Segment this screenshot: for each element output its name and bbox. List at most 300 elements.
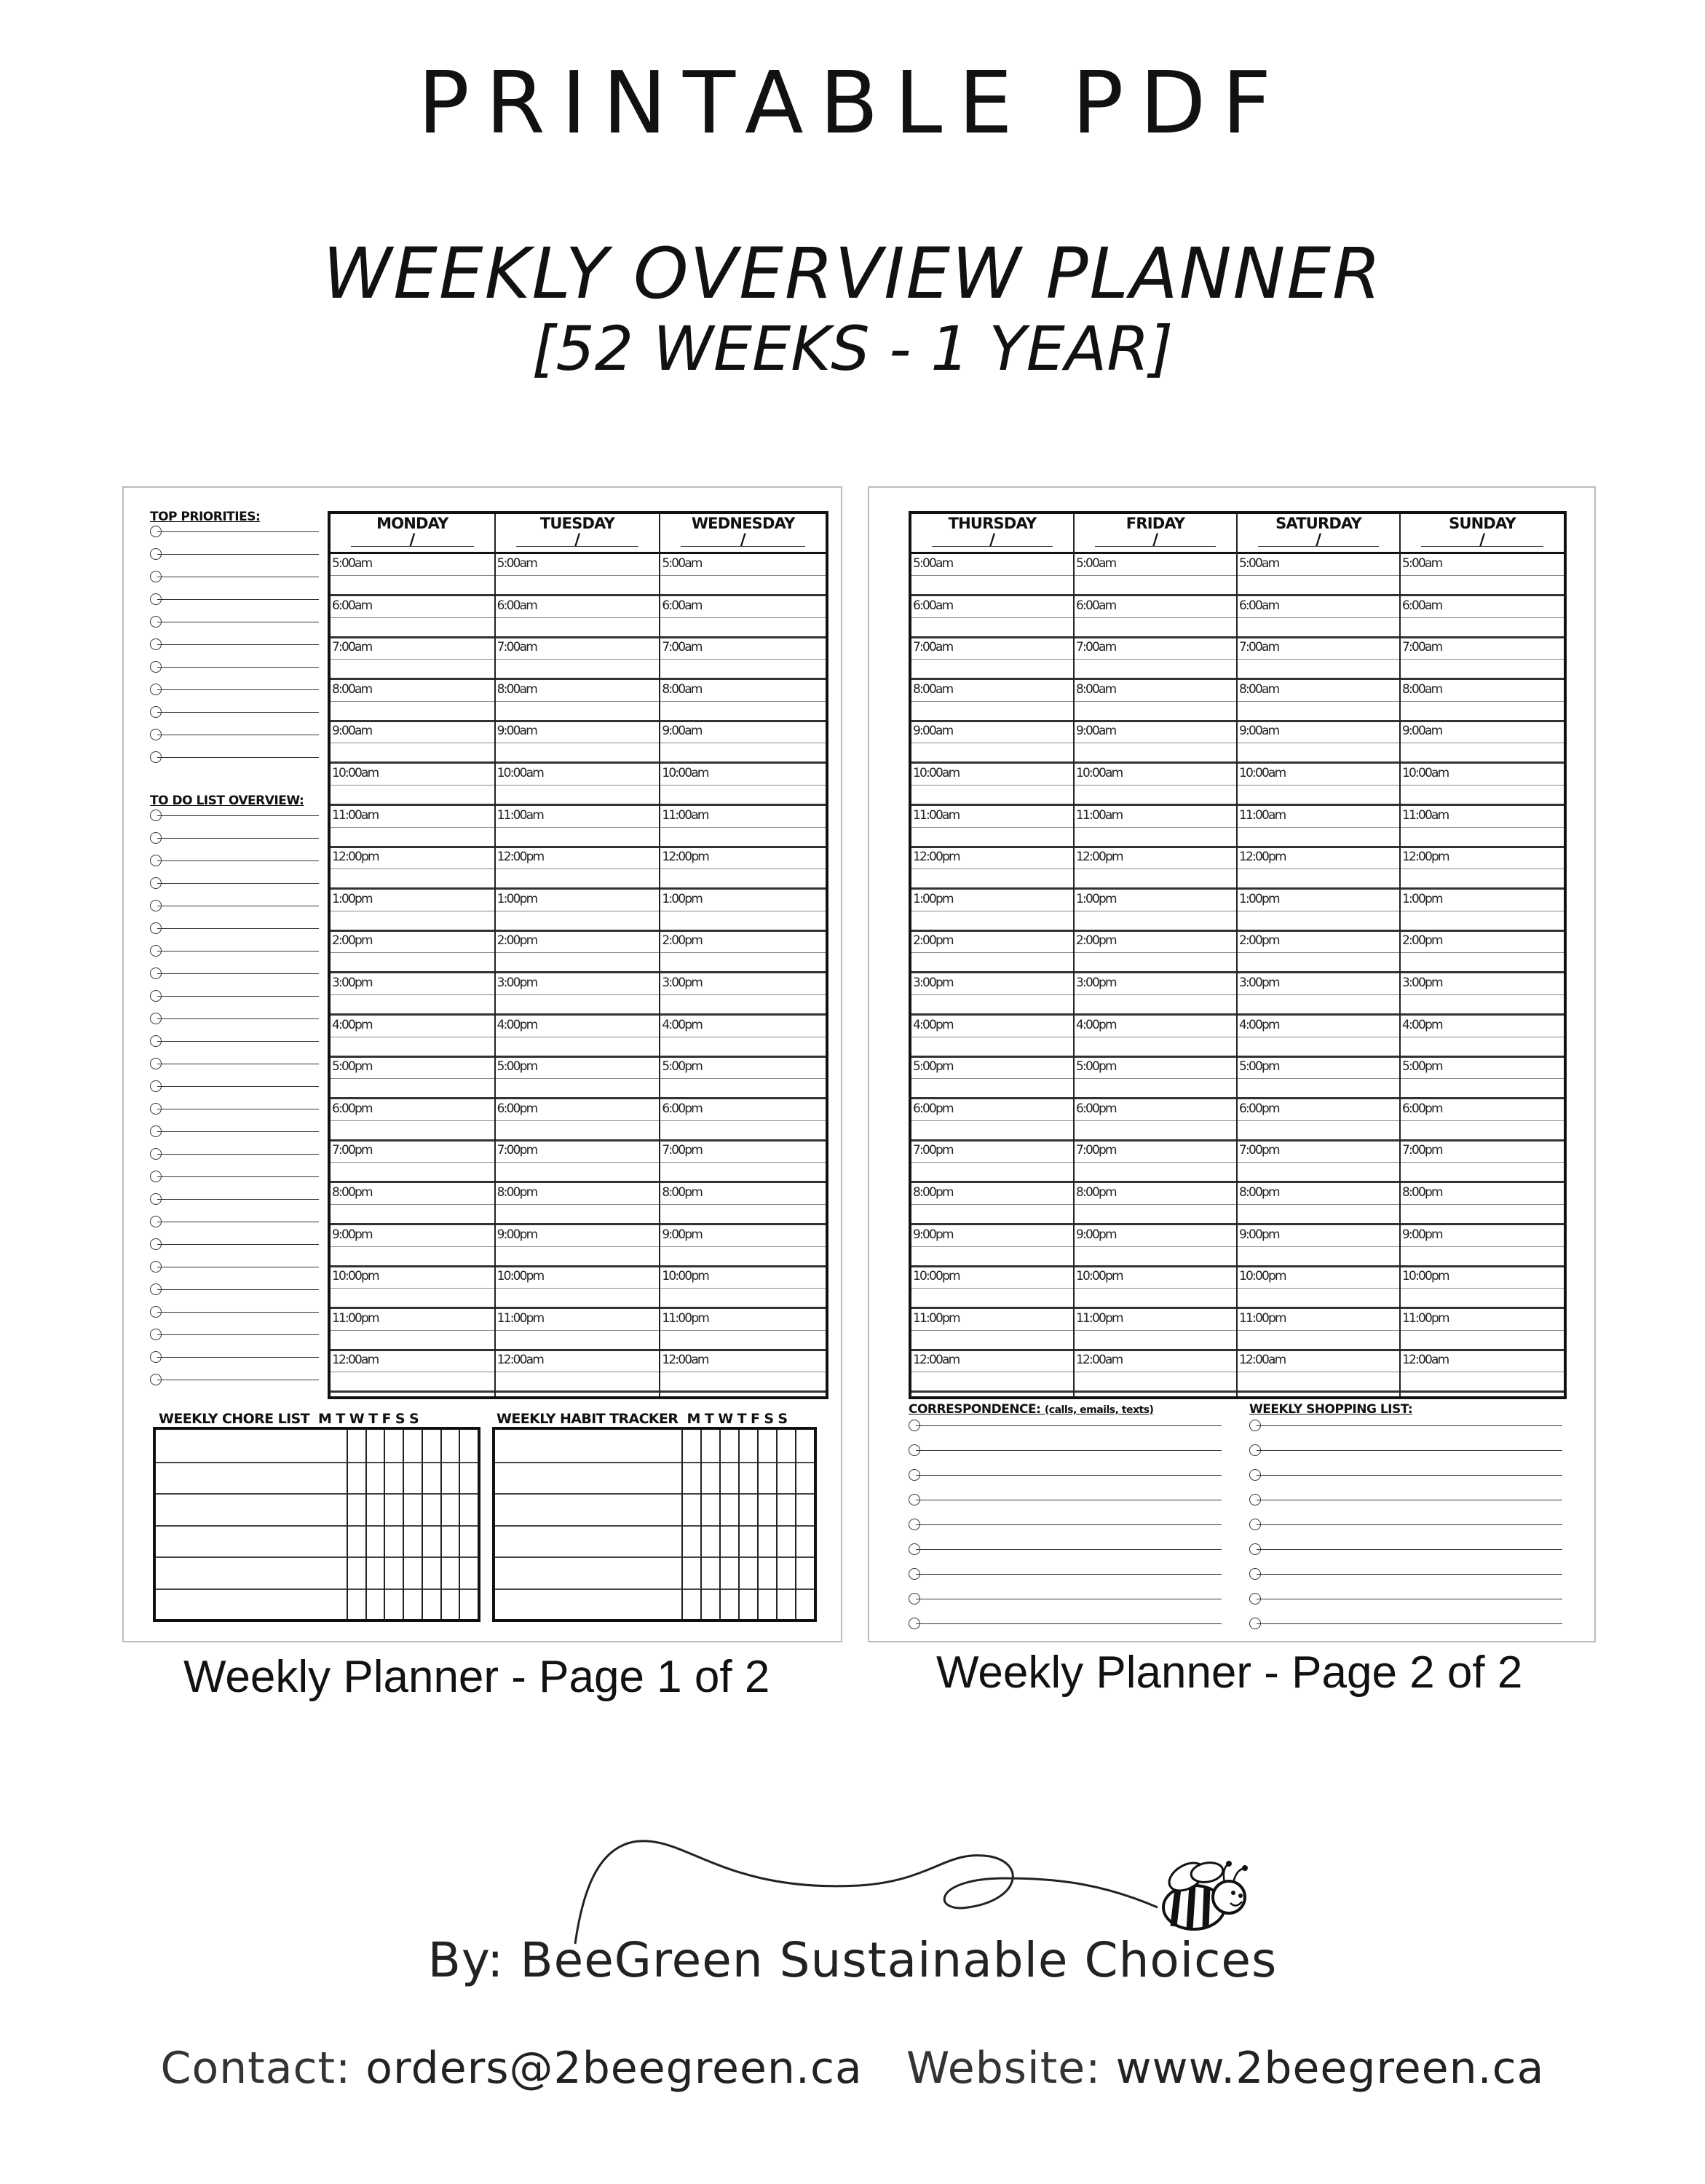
time-slot[interactable] [331,721,494,764]
checklist-item[interactable] [150,539,319,562]
checklist-item[interactable] [150,936,319,959]
time-slot[interactable] [1075,890,1236,932]
time-label: 8:00pm [497,1185,537,1200]
time-slot[interactable] [660,1016,826,1058]
tracker-day-column[interactable] [459,1430,460,1619]
time-slot[interactable] [911,1225,1073,1267]
time-slot[interactable] [331,806,494,848]
time-slot[interactable] [911,973,1073,1016]
checklist-item[interactable] [150,517,319,539]
checklist-item[interactable] [909,1584,1222,1607]
time-slot[interactable] [1401,931,1564,973]
tracker-day-column[interactable] [681,1430,683,1619]
time-slot[interactable] [660,931,826,973]
time-slot[interactable] [1238,847,1399,890]
contact-email[interactable]: orders@2beegreen.ca [365,2043,863,2094]
time-slot[interactable] [331,1057,494,1099]
date-entry-line[interactable] [351,546,474,547]
time-slot[interactable] [1401,1267,1564,1309]
half-hour-line [331,1120,494,1121]
half-hour-line [496,1246,660,1247]
checklist-item[interactable] [909,1559,1222,1582]
checklist-item[interactable] [1249,1460,1562,1483]
time-slot[interactable] [1401,721,1564,764]
date-entry-line[interactable] [1421,546,1543,547]
time-slot[interactable] [660,764,826,806]
time-slot[interactable] [1238,1141,1399,1183]
tracker-day-column[interactable] [347,1430,348,1619]
time-label: 8:00am [913,681,953,697]
time-slot[interactable] [660,638,826,680]
day-name: SUNDAY [1449,515,1516,532]
time-slot[interactable] [660,1225,826,1267]
time-slot[interactable] [1075,973,1236,1016]
tracker-day-column[interactable] [776,1430,778,1619]
time-slot[interactable] [1075,1016,1236,1058]
half-hour-line [911,952,1073,953]
checklist-item[interactable] [150,1275,319,1297]
time-slot[interactable] [660,554,826,596]
half-hour-line [331,1246,494,1247]
write-line [157,599,319,600]
time-slot[interactable] [1401,554,1564,596]
time-slot[interactable] [911,554,1073,596]
checklist-item[interactable] [150,697,319,720]
time-slot[interactable] [1401,596,1564,638]
time-slot[interactable] [331,680,494,722]
time-slot[interactable] [331,764,494,806]
time-slot[interactable] [660,1099,826,1142]
planner-page-1 [122,486,842,1642]
time-slot[interactable] [1075,1309,1236,1351]
write-line [1257,1450,1562,1451]
time-slot[interactable] [496,764,660,806]
tracker-day-column[interactable] [365,1430,367,1619]
half-hour-line [1238,1204,1399,1205]
time-label: 1:00pm [662,891,703,906]
time-slot[interactable] [1238,721,1399,764]
time-label: 5:00am [1076,556,1116,571]
time-slot[interactable] [331,1225,494,1267]
time-slot[interactable] [660,1057,826,1099]
checklist-item[interactable] [150,1297,319,1320]
time-label: 12:00am [1239,1353,1286,1368]
time-slot[interactable] [1075,1183,1236,1225]
time-label: 11:00am [1402,807,1449,823]
time-slot[interactable] [660,721,826,764]
half-hour-line [496,1162,660,1163]
checklist-item[interactable] [150,1094,319,1117]
write-line [157,1018,319,1019]
checklist-item[interactable] [150,981,319,1004]
chore-week-letters: M T W T F S S [318,1411,419,1427]
checklist-item[interactable] [1249,1584,1562,1607]
half-hour-line [1238,1078,1399,1079]
checklist-item[interactable] [150,630,319,652]
date-entry-line[interactable] [932,546,1053,547]
time-slot[interactable] [331,1016,494,1058]
time-label: 1:00pm [1402,891,1442,906]
time-slot[interactable] [911,596,1073,638]
time-slot[interactable] [660,847,826,890]
checklist-item[interactable] [150,675,319,697]
checklist-item[interactable] [909,1510,1222,1532]
checklist-item[interactable] [150,1342,319,1365]
checklist-item[interactable] [150,846,319,869]
checklist-item[interactable] [150,1207,319,1230]
checklist-item[interactable] [909,1535,1222,1557]
time-slot[interactable] [496,680,660,722]
time-slot[interactable] [660,1183,826,1225]
time-label: 2:00pm [332,933,372,949]
time-slot[interactable] [911,806,1073,848]
half-hour-line [331,659,494,660]
time-slot[interactable] [911,1057,1073,1099]
time-slot[interactable] [660,680,826,722]
time-slot[interactable] [331,1099,494,1142]
checklist-item[interactable] [150,585,319,607]
write-line [1257,1475,1562,1476]
half-hour-line [660,1078,826,1079]
time-slot[interactable] [660,1350,826,1393]
checklist-item[interactable] [150,1184,319,1207]
checklist-item[interactable] [150,1139,319,1162]
checklist-item[interactable] [1249,1411,1562,1433]
write-line [916,1425,1222,1426]
time-slot[interactable] [496,931,660,973]
time-slot[interactable] [496,1016,660,1058]
time-slot[interactable] [1238,554,1399,596]
time-slot[interactable] [496,1225,660,1267]
half-hour-line [660,827,826,828]
time-slot[interactable] [331,638,494,680]
checklist-item[interactable] [909,1609,1222,1631]
time-label: 2:00pm [1076,933,1116,949]
time-slot[interactable] [1075,554,1236,596]
time-slot[interactable] [496,973,660,1016]
time-slot[interactable] [1075,596,1236,638]
time-slot[interactable] [911,680,1073,722]
checklist-item[interactable] [150,1026,319,1049]
time-slot[interactable] [496,1057,660,1099]
time-slot[interactable] [496,1099,660,1142]
checklist-item[interactable] [150,1072,319,1094]
time-slot[interactable] [1401,1099,1564,1142]
time-slot[interactable] [1401,1016,1564,1058]
half-hour-line [1401,952,1564,953]
time-slot[interactable] [331,890,494,932]
date-entry-line[interactable] [516,546,639,547]
time-label: 9:00am [497,724,537,739]
tracker-day-column[interactable] [440,1430,442,1619]
time-label: 3:00pm [662,976,703,990]
half-hour-line [496,1204,660,1205]
time-slot[interactable] [1238,1183,1399,1225]
time-slot[interactable] [1075,1057,1236,1099]
time-slot[interactable] [1238,1016,1399,1058]
top-priorities-heading: TOP PRIORITIES: [150,510,261,524]
time-slot[interactable] [911,1016,1073,1058]
write-line [157,1154,319,1155]
time-slot[interactable] [1401,1309,1564,1351]
checklist-item[interactable] [150,1320,319,1342]
checklist-item[interactable] [150,1004,319,1026]
checklist-item[interactable] [909,1485,1222,1508]
time-slot[interactable] [496,596,660,638]
time-slot[interactable] [911,1141,1073,1183]
todo-overview-heading: TO DO LIST OVERVIEW: [150,794,304,808]
half-hour-line [331,952,494,953]
time-label: 6:00pm [1076,1101,1116,1116]
time-slot[interactable] [1401,1057,1564,1099]
half-hour-line [496,1288,660,1289]
tracker-day-column[interactable] [700,1430,702,1619]
time-label: 3:00pm [332,976,372,990]
time-slot[interactable] [331,931,494,973]
write-line [916,1574,1222,1575]
time-slot[interactable] [1075,1099,1236,1142]
contact-line [0,2043,1705,2094]
checklist-item[interactable] [1249,1535,1562,1557]
time-slot[interactable] [660,890,826,932]
time-slot[interactable] [1075,680,1236,722]
time-slot[interactable] [331,596,494,638]
tracker-day-column[interactable] [795,1430,796,1619]
checklist-item[interactable] [1249,1559,1562,1582]
time-slot[interactable] [496,1350,660,1393]
time-label: 4:00pm [1239,1017,1279,1032]
checklist-item[interactable] [1249,1609,1562,1631]
time-slot[interactable] [331,1183,494,1225]
date-entry-line[interactable] [1258,546,1379,547]
half-hour-line [1238,827,1399,828]
time-slot[interactable] [1238,973,1399,1016]
time-slot[interactable] [911,1183,1073,1225]
time-slot[interactable] [660,973,826,1016]
time-slot[interactable] [1238,806,1399,848]
half-hour-line [660,1288,826,1289]
time-slot[interactable] [1401,764,1564,806]
time-slot[interactable] [911,1350,1073,1393]
half-hour-line [496,785,660,786]
tracker-day-column[interactable] [719,1430,721,1619]
checklist-item[interactable] [150,801,319,823]
time-slot[interactable] [1075,1350,1236,1393]
write-line [1257,1425,1562,1426]
half-hour-line [496,1330,660,1331]
time-slot[interactable] [1238,764,1399,806]
time-slot[interactable] [1401,1225,1564,1267]
write-line [916,1475,1222,1476]
date-slash: / [409,531,416,550]
time-slot[interactable] [911,847,1073,890]
time-label: 9:00pm [1076,1227,1116,1242]
checklist-item[interactable] [150,1230,319,1252]
checklist-item[interactable] [1249,1436,1562,1458]
time-slot[interactable] [1075,931,1236,973]
half-hour-line [660,659,826,660]
half-hour-line [911,617,1073,618]
time-slot[interactable] [1238,931,1399,973]
time-slot[interactable] [1238,1267,1399,1309]
half-hour-line [1075,659,1236,660]
time-slot[interactable] [660,596,826,638]
time-slot[interactable] [911,638,1073,680]
checklist-item[interactable] [1249,1510,1562,1532]
time-slot[interactable] [660,806,826,848]
time-slot[interactable] [1238,1350,1399,1393]
checklist-item[interactable] [150,869,319,891]
time-slot[interactable] [1401,638,1564,680]
time-slot[interactable] [1075,806,1236,848]
website-link[interactable]: www.2beegreen.ca [1115,2043,1545,2094]
half-hour-line [331,1078,494,1079]
time-slot[interactable] [1238,680,1399,722]
time-slot[interactable] [1075,1225,1236,1267]
day-name: THURSDAY [948,515,1037,532]
time-slot[interactable] [1238,1099,1399,1142]
time-slot[interactable] [660,1309,826,1351]
time-slot[interactable] [911,1099,1073,1142]
time-label: 11:00am [1076,807,1123,823]
checklist-item[interactable] [150,743,319,765]
checklist-item[interactable] [150,720,319,743]
time-slot[interactable] [660,1141,826,1183]
time-slot[interactable] [496,847,660,890]
time-slot[interactable] [1075,847,1236,890]
time-slot[interactable] [1401,806,1564,848]
time-slot[interactable] [911,931,1073,973]
time-label: 4:00pm [913,1017,953,1032]
write-line [157,973,319,974]
time-slot[interactable] [1075,721,1236,764]
time-slot[interactable] [1238,890,1399,932]
day-name: MONDAY [376,515,448,532]
time-slot[interactable] [911,1267,1073,1309]
half-hour-line [496,994,660,995]
checklist-item[interactable] [909,1460,1222,1483]
checklist-item[interactable] [1249,1485,1562,1508]
half-hour-line [1238,1246,1399,1247]
write-line [157,689,319,690]
time-label: 9:00pm [1239,1227,1279,1242]
time-slot[interactable] [1401,890,1564,932]
tracker-day-column[interactable] [422,1430,423,1619]
checklist-item[interactable] [909,1411,1222,1433]
write-line [916,1549,1222,1550]
time-slot[interactable] [1075,1267,1236,1309]
checklist-item[interactable] [150,652,319,675]
time-slot[interactable] [1238,1225,1399,1267]
checklist-item[interactable] [150,1049,319,1072]
time-slot[interactable] [1075,1141,1236,1183]
time-label: 10:00am [1239,766,1286,780]
time-slot[interactable] [911,721,1073,764]
time-slot[interactable] [1238,1309,1399,1351]
time-slot[interactable] [1401,973,1564,1016]
time-label: 12:00am [497,1353,544,1368]
time-slot[interactable] [660,1267,826,1309]
tracker-day-column[interactable] [384,1430,385,1619]
time-slot[interactable] [331,973,494,1016]
checklist-item[interactable] [909,1436,1222,1458]
tracker-day-column[interactable] [403,1430,404,1619]
time-slot[interactable] [1401,1183,1564,1225]
write-line [157,644,319,645]
tracker-day-column[interactable] [738,1430,740,1619]
time-label: 6:00pm [662,1101,703,1116]
time-label: 10:00am [913,766,960,780]
time-slot[interactable] [911,764,1073,806]
checklist-item[interactable] [150,914,319,936]
tracker-row-line [495,1493,814,1495]
checklist-item[interactable] [150,1252,319,1275]
time-slot[interactable] [331,847,494,890]
time-slot[interactable] [331,1267,494,1309]
time-slot[interactable] [496,1183,660,1225]
time-slot[interactable] [496,554,660,596]
time-slot[interactable] [331,554,494,596]
time-slot[interactable] [1401,680,1564,722]
half-hour-line [911,701,1073,702]
time-slot[interactable] [1075,764,1236,806]
time-slot[interactable] [496,1141,660,1183]
time-slot[interactable] [1238,1057,1399,1099]
time-slot[interactable] [1075,638,1236,680]
half-hour-line [1401,1162,1564,1163]
half-hour-line [911,1078,1073,1079]
time-slot[interactable] [1401,1141,1564,1183]
time-label: 12:00am [662,1353,708,1368]
time-label: 9:00pm [662,1227,703,1242]
time-slot[interactable] [1238,638,1399,680]
checklist-item[interactable] [150,959,319,981]
schedule-grid-page-2 [909,511,1567,1399]
time-slot[interactable] [1401,1350,1564,1393]
date-entry-line[interactable] [681,546,805,547]
time-slot[interactable] [1401,847,1564,890]
time-slot[interactable] [331,1309,494,1351]
half-hour-line [496,575,660,576]
half-hour-line [1075,1078,1236,1079]
time-slot[interactable] [496,638,660,680]
time-slot[interactable] [331,1350,494,1393]
checklist-item[interactable] [150,823,319,846]
date-entry-line[interactable] [1095,546,1216,547]
time-slot[interactable] [496,806,660,848]
half-hour-line [331,701,494,702]
time-label: 6:00am [1402,598,1442,613]
time-slot[interactable] [911,1309,1073,1351]
checklist-item[interactable] [150,1365,319,1388]
checklist-item[interactable] [150,891,319,914]
checklist-item[interactable] [150,607,319,630]
half-hour-line [1075,1330,1236,1331]
time-slot[interactable] [331,1141,494,1183]
tracker-day-column[interactable] [757,1430,759,1619]
checklist-item[interactable] [150,1162,319,1184]
time-slot[interactable] [911,890,1073,932]
time-slot[interactable] [496,890,660,932]
time-slot[interactable] [496,1309,660,1351]
time-slot[interactable] [1238,596,1399,638]
time-slot[interactable] [496,721,660,764]
half-hour-line [1075,575,1236,576]
checklist-item[interactable] [150,1117,319,1139]
hour-line [331,1390,494,1393]
checklist-item[interactable] [150,562,319,585]
time-slot[interactable] [496,1267,660,1309]
